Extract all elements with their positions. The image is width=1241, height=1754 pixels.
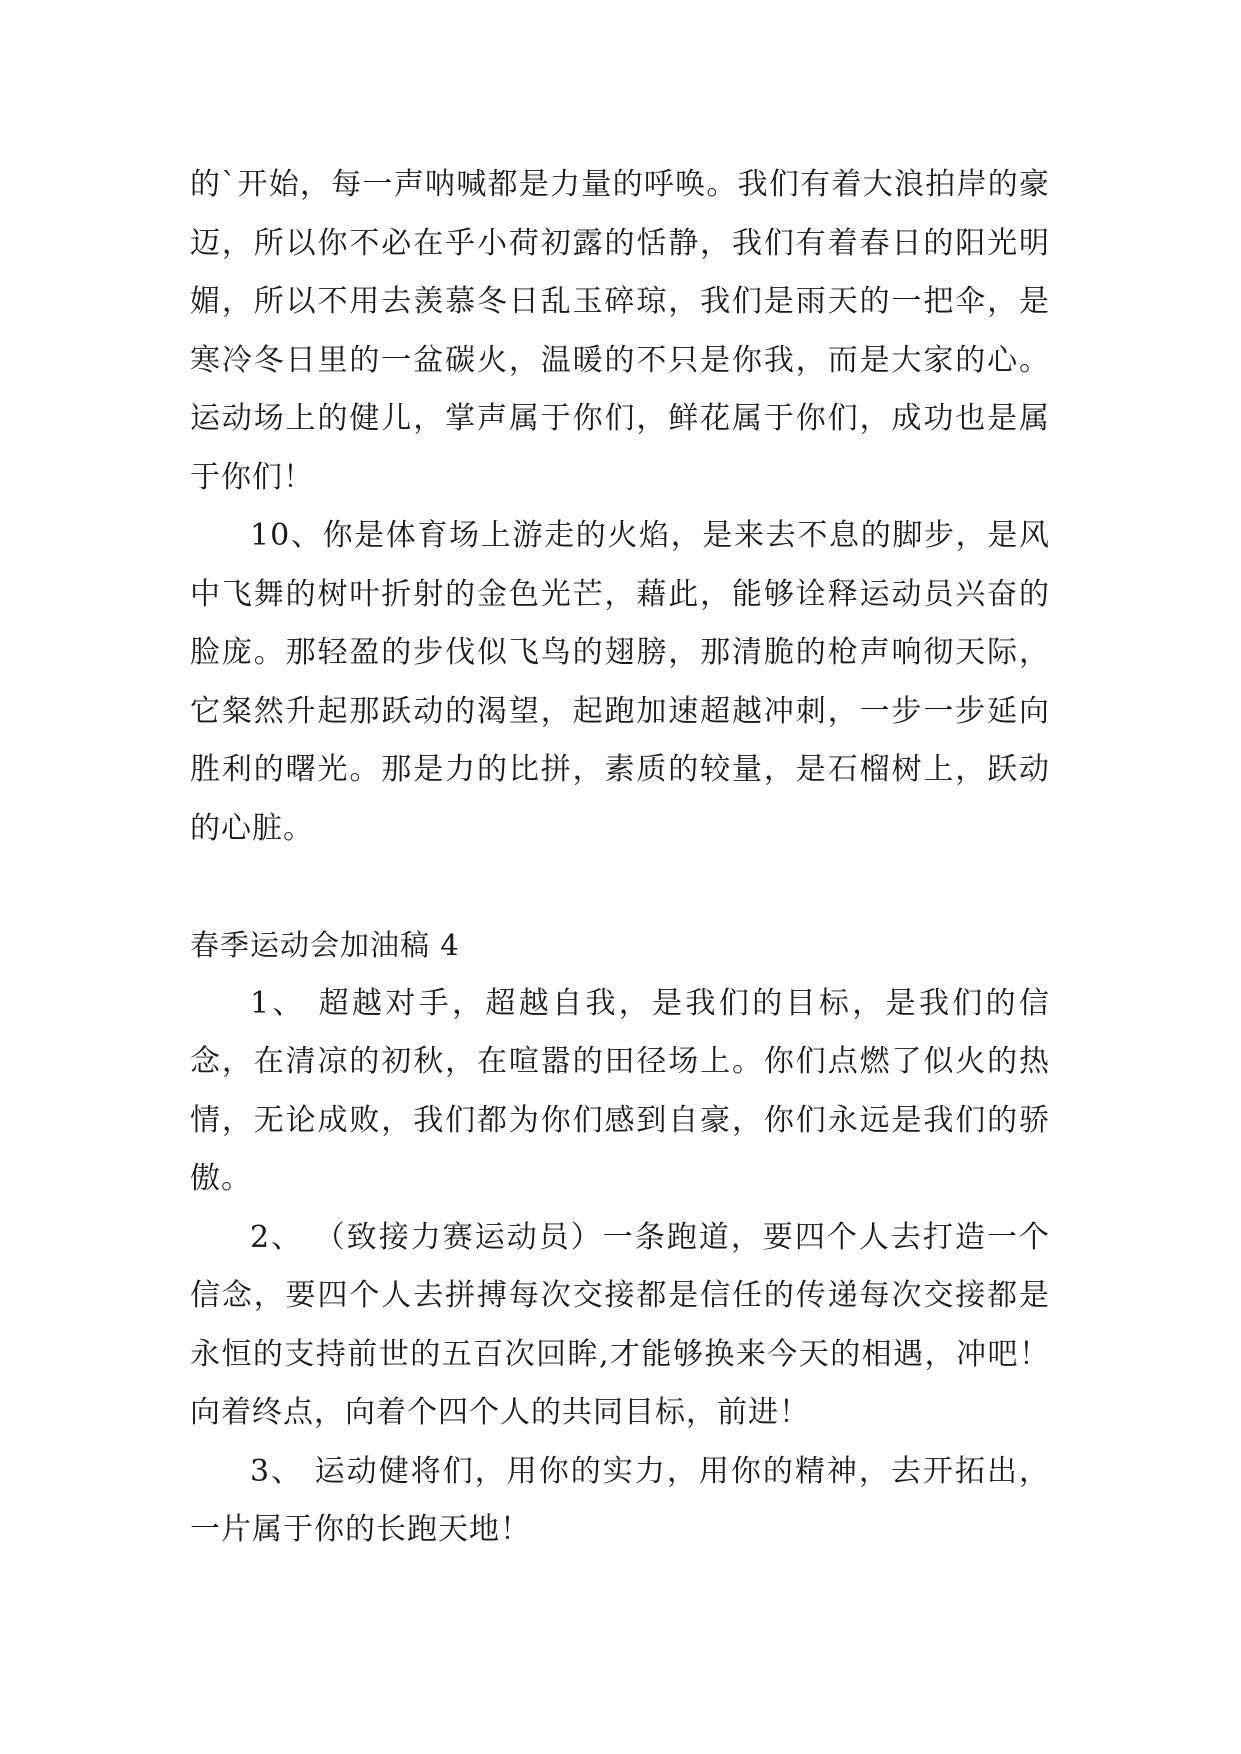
paragraph-item-3: 3、 运动健将们，用你的实力，用你的精神，去开拓出，一片属于你的长跑天地！ (190, 1453, 1050, 1547)
paragraph-item-2: 2、 （致接力赛运动员）一条跑道，要四个人去打造一个信念，要四个人去拼搏每次交接都是信任的传递每次交接都是永恒的支持前世的五百次回眸,才能够换来今天的相遇，冲吧！向着终点，向着个四个人的共同目标，前进！ (190, 1219, 1050, 1430)
paragraph-item-1: 1、 超越对手，超越自我，是我们的目标，是我们的信念，在清凉的初秋，在喧嚣的田径场上。你们点燃了似火的热情，无论成败，我们都为你们感到自豪，你们永远是我们的骄傲。 (190, 985, 1050, 1196)
document-page (190, 156, 1050, 1560)
section-title: 春季运动会加油稿 4 (190, 928, 460, 962)
paragraph-continuation: 的`开始，每一声呐喊都是力量的呼唤。我们有着大浪拍岸的豪迈，所以你不必在乎小荷初露的恬静，我们有着春日的阳光明媚，所以不用去羡慕冬日乱玉碎琼，我们是雨天的一把伞，是寒冷冬日里的一盆碳火，温暖的不只是你我，而是大家的心。运动场上的健儿，掌声属于你们，鲜花属于你们，成功也是属于你们！ (190, 167, 1050, 495)
paragraph-item-10: 10、你是体育场上游走的火焰，是来去不息的脚步，是风中飞舞的树叶折射的金色光芒，藉此，能够诠释运动员兴奋的脸庞。那轻盈的步伐似飞鸟的翅膀，那清脆的枪声响彻天际，它粲然升起那跃动的渴望，起跑加速超越冲刺，一步一步延向胜利的曙光。那是力的比拼，素质的较量，是石榴树上，跃动的心脏。 (190, 518, 1050, 846)
